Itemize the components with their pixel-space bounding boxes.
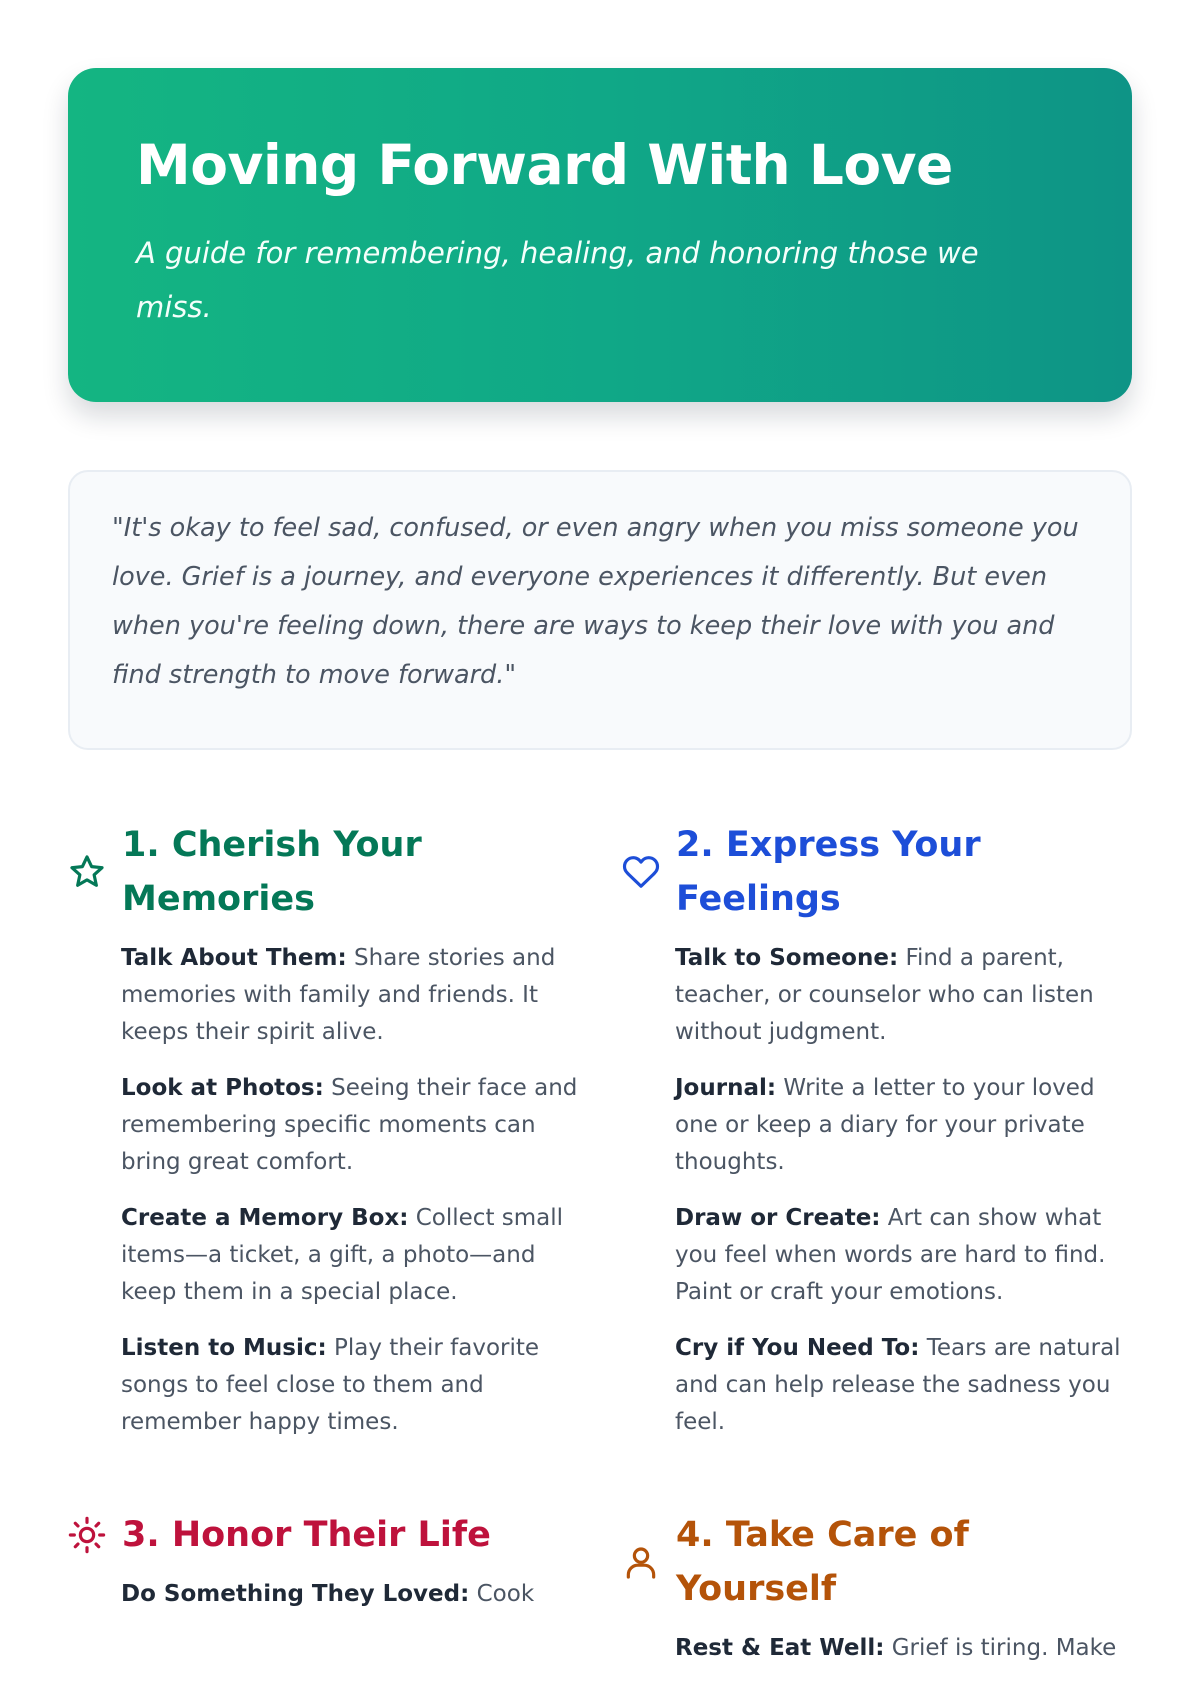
item-text: Share stories and memories with family and friends. It keeps their spirit alive.: [121, 945, 556, 1045]
item-label: Talk to Someone:: [675, 945, 899, 971]
section-items: [68, 940, 578, 1441]
section-cherish-memories: [68, 818, 578, 1460]
list-item: [675, 1630, 1132, 1667]
sun-icon: [68, 1516, 106, 1554]
item-label: Draw or Create:: [675, 1205, 881, 1231]
page-title: Moving Forward With Love: [136, 133, 953, 197]
item-text: Collect small items—a ticket, a gift, a photo—and keep them in a special place.: [121, 1205, 564, 1305]
section-header: [622, 818, 1132, 926]
item-label: Look at Photos:: [121, 1075, 324, 1101]
section-items: [68, 1576, 578, 1613]
item-label: Create a Memory Box:: [121, 1205, 409, 1231]
section-express-feelings: [622, 818, 1132, 1460]
section-self-care: [622, 1508, 1132, 1686]
list-item: [121, 940, 578, 1051]
list-item: [675, 1330, 1132, 1441]
item-text: Seeing their face and remembering specific moments can bring great comfort.: [121, 1075, 578, 1175]
section-items: [622, 1630, 1132, 1667]
quote-text: "It's okay to feel sad, confused, or even angry when you miss someone you love. Grief is a journey, and everyone experiences it differently. But even when you're feeling down, there are ways to keep their love with you and find strength to move forward.": [112, 513, 1079, 690]
header-banner: [68, 68, 1132, 402]
section-title: 1. Cherish Your Memories: [122, 825, 422, 919]
list-item: [121, 1070, 578, 1181]
sections-grid: [68, 818, 1132, 1686]
section-title: 3. Honor Their Life: [122, 1515, 491, 1555]
item-text: Write a letter to your loved one or keep a diary for your private thoughts.: [675, 1075, 1095, 1175]
list-item: [121, 1330, 578, 1441]
page-subtitle: A guide for remembering, healing, and honoring those we miss.: [136, 236, 979, 324]
star-icon: [68, 853, 106, 891]
item-text: Grief is tiring. Make: [884, 1635, 1117, 1661]
item-label: Listen to Music:: [121, 1335, 327, 1361]
list-item: [121, 1200, 578, 1311]
section-header: [68, 1508, 578, 1562]
item-label: Cry if You Need To:: [675, 1335, 920, 1361]
item-text: Find a parent, teacher, or counselor who can listen without judgment.: [675, 945, 1094, 1045]
list-item: [675, 1200, 1132, 1311]
item-text: Tears are natural and can help release the sadness you feel.: [675, 1335, 1121, 1435]
section-title: 4. Take Care of Yourself: [676, 1515, 969, 1609]
item-label: Talk About Them:: [121, 945, 347, 971]
section-honor-life: [68, 1508, 578, 1686]
item-label: Journal:: [675, 1075, 777, 1101]
item-label: Rest & Eat Well:: [675, 1635, 885, 1661]
item-text: Play their favorite songs to feel close to them and remember happy times.: [121, 1335, 540, 1435]
heart-icon: [622, 853, 660, 891]
list-item: [675, 940, 1132, 1051]
quote-card: [68, 470, 1132, 750]
item-text: Art can show what you feel when words are hard to find. Paint or craft your emotions.: [675, 1205, 1106, 1305]
section-title: 2. Express Your Feelings: [676, 825, 981, 919]
user-icon: [622, 1543, 660, 1581]
item-text: Cook: [469, 1581, 535, 1607]
list-item: [675, 1070, 1132, 1181]
item-label: Do Something They Loved:: [121, 1581, 470, 1607]
section-items: [622, 940, 1132, 1441]
section-header: [68, 818, 578, 926]
list-item: [121, 1576, 578, 1613]
